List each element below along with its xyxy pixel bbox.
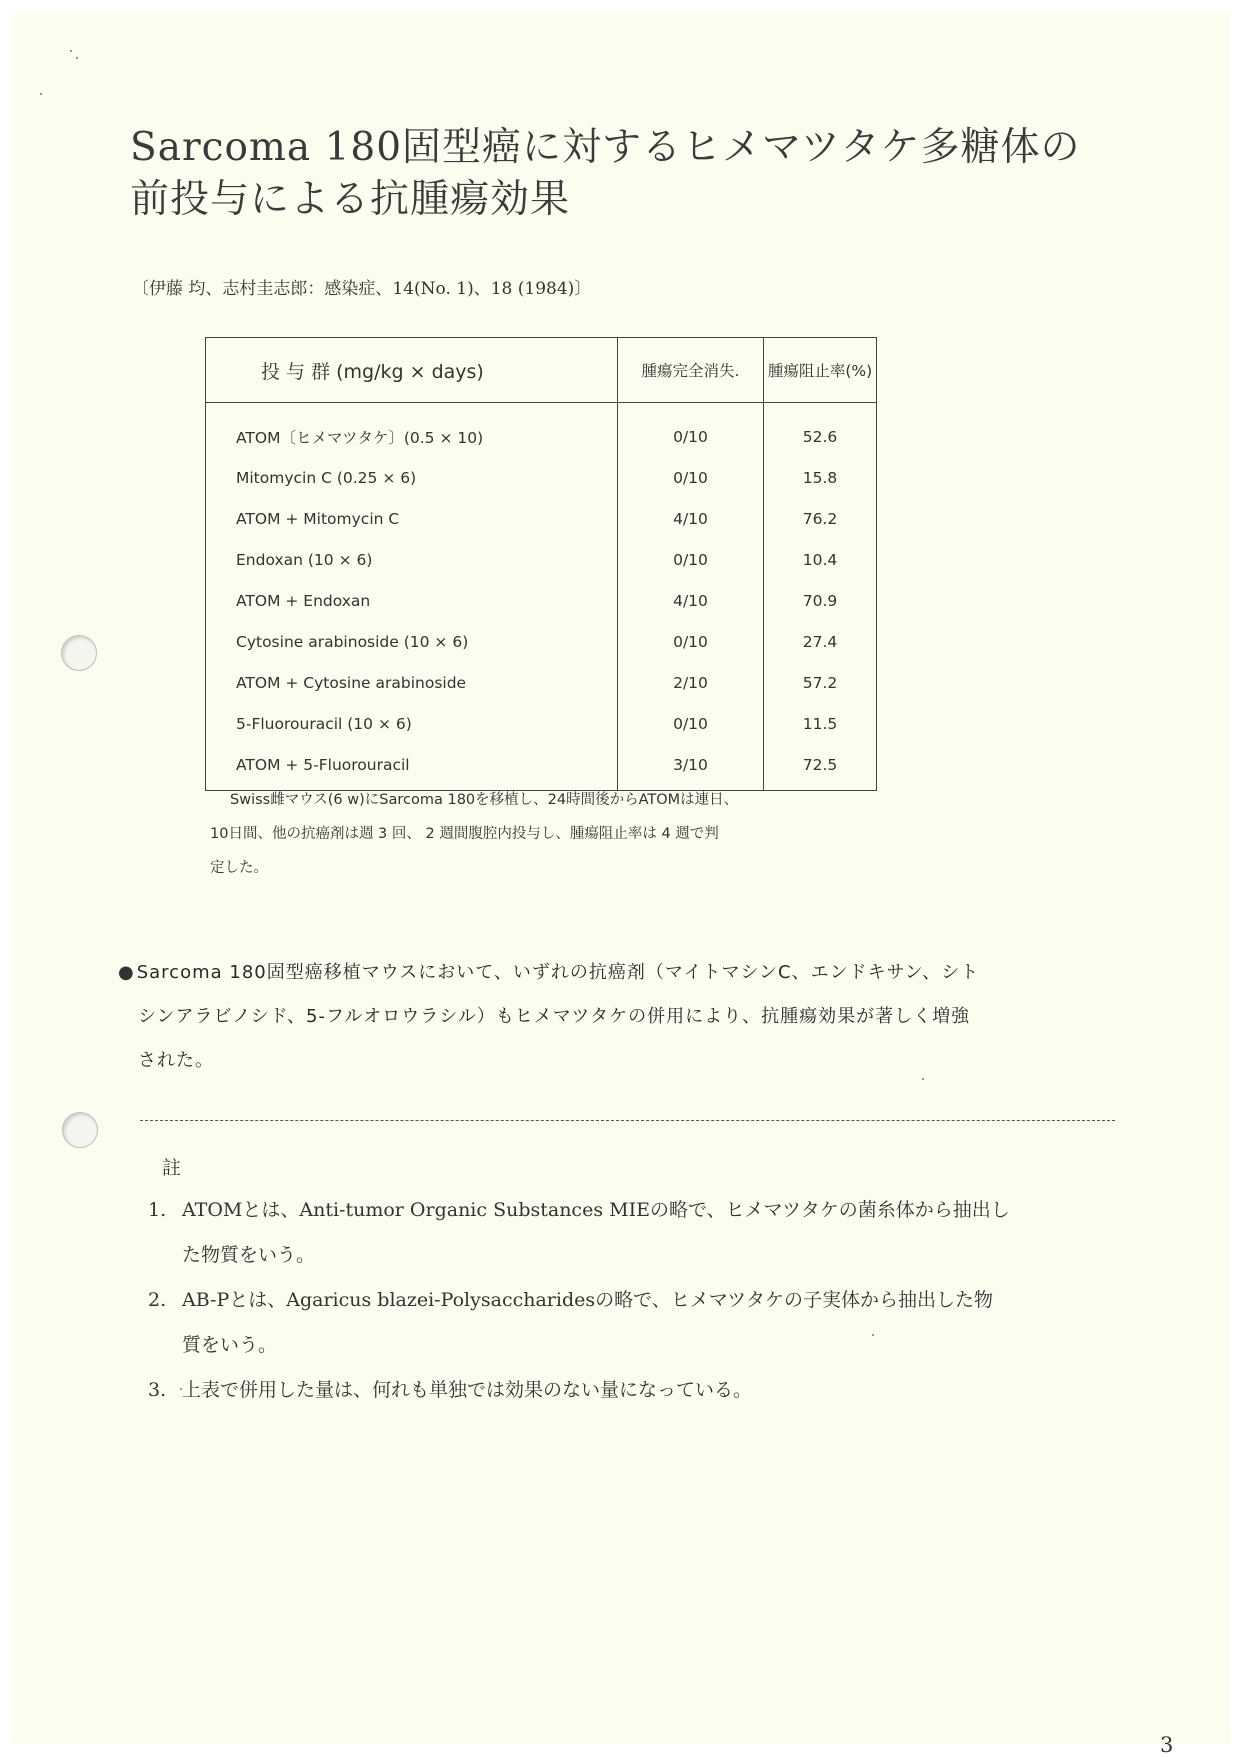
row-rate: 70.9 <box>802 591 838 610</box>
table-row <box>206 662 877 703</box>
table-row <box>206 498 877 539</box>
row-group: Endoxan (10 × 6) <box>206 539 618 580</box>
note-item <box>148 1278 1128 1323</box>
title-line-2: 前投与による抗腫瘍効果 <box>130 177 571 222</box>
note-continuation: 質をいう。 <box>182 1334 278 1356</box>
row-cured: 0/10 <box>618 621 764 662</box>
header-complete-regression: 腫瘍完全消失. <box>618 338 764 403</box>
table-row <box>206 403 877 458</box>
punch-hole <box>61 635 97 671</box>
note-number: 2. <box>148 1289 167 1311</box>
row-cured: 0/10 <box>618 539 764 580</box>
row-group: ATOM + Cytosine arabinoside <box>206 662 618 703</box>
row-group: 5-Fluorouracil (10 × 6) <box>206 703 618 744</box>
note-text: ATOMとは、Anti-tumor Organic Substances MIEの略で、ヒメマツタケの菌糸体から抽出し <box>182 1199 1010 1221</box>
notes-list <box>148 1188 1128 1413</box>
header-inhibition-rate: 腫瘍阻止率(%) <box>764 338 877 403</box>
row-rate: 76.2 <box>802 509 838 528</box>
row-cured: 0/10 <box>618 457 764 498</box>
table-row <box>206 539 877 580</box>
table-row <box>206 457 877 498</box>
row-rate: 10.4 <box>802 550 838 569</box>
note-item <box>148 1368 1128 1413</box>
summary-line-2: シンアラビノシド、5-フルオロウラシル）もヒメマツタケの併用により、抗腫瘍効果が著しく増強 <box>138 1006 971 1027</box>
row-cured: 4/10 <box>618 498 764 539</box>
table-row <box>206 621 877 662</box>
row-cured: 0/10 <box>618 703 764 744</box>
row-rate: 15.8 <box>802 468 838 487</box>
notes-heading: 註 <box>162 1157 182 1179</box>
note-text: AB-Pとは、Agaricus blazei-Polysaccharidesの略で、ヒメマツタケの子実体から抽出した物 <box>182 1289 993 1311</box>
results-table <box>205 337 877 791</box>
row-rate: 72.5 <box>802 755 838 774</box>
note-text: 上表で併用した量は、何れも単独では効果のない量になっている。 <box>182 1379 753 1401</box>
footnote-line-2: 10日間、他の抗癌剤は週 3 回、 2 週間腹腔内投与し、腫瘍阻止率は 4 週で判 <box>210 826 719 842</box>
row-group: ATOM + Endoxan <box>206 580 618 621</box>
header-group: 投 与 群 (mg/kg × days) <box>206 338 618 403</box>
citation: 〔伊藤 均、志村圭志郎：感染症、14(No. 1)、18 (1984)〕 <box>132 279 592 299</box>
row-cured: 4/10 <box>618 580 764 621</box>
row-group: Mitomycin C (0.25 × 6) <box>206 457 618 498</box>
dashed-divider <box>140 1120 1115 1121</box>
page-number: 3 <box>1160 1733 1174 1757</box>
note-number: 1. <box>148 1199 167 1221</box>
title-line-1: Sarcoma 180固型癌に対するヒメマツタケ多糖体の <box>130 125 1081 170</box>
scan-speck <box>76 57 78 59</box>
table-row <box>206 703 877 744</box>
scan-speck <box>40 93 42 95</box>
row-cured: 0/10 <box>618 403 764 458</box>
bullet-icon: ● <box>118 962 135 983</box>
footnote-line-1: Swiss雌マウス(6 w)にSarcoma 180を移植し、24時間後からATOMは連日、 <box>230 792 739 808</box>
row-rate: 52.6 <box>802 427 838 446</box>
row-group: Cytosine arabinoside (10 × 6) <box>206 621 618 662</box>
summary-line-1 <box>118 951 1118 995</box>
punch-hole <box>62 1112 98 1148</box>
row-cured: 3/10 <box>618 744 764 791</box>
note-continuation: た物質をいう。 <box>182 1244 316 1266</box>
table-row <box>206 580 877 621</box>
note-number: 3. <box>148 1379 167 1401</box>
row-group: ATOM + Mitomycin C <box>206 498 618 539</box>
row-group: ATOM + 5-Fluorouracil <box>206 744 618 791</box>
footnote-line-3: 定した。 <box>210 860 268 876</box>
summary-line-3: された。 <box>138 1050 214 1071</box>
scan-speck <box>70 50 72 52</box>
row-rate: 11.5 <box>802 714 838 733</box>
row-group: ATOM〔ヒメマツタケ〕(0.5 × 10) <box>206 403 618 458</box>
page-title <box>130 122 1080 226</box>
table-footnote <box>210 783 890 885</box>
summary-paragraph <box>118 951 1118 1083</box>
summary-text-1: Sarcoma 180固型癌移植マウスにおいて、いずれの抗癌剤（マイトマシンC、エンドキサン、シト <box>136 962 980 983</box>
row-rate: 27.4 <box>802 632 838 651</box>
note-item <box>148 1188 1128 1233</box>
row-cured: 2/10 <box>618 662 764 703</box>
table-header-row <box>206 338 877 403</box>
row-rate: 57.2 <box>802 673 838 692</box>
